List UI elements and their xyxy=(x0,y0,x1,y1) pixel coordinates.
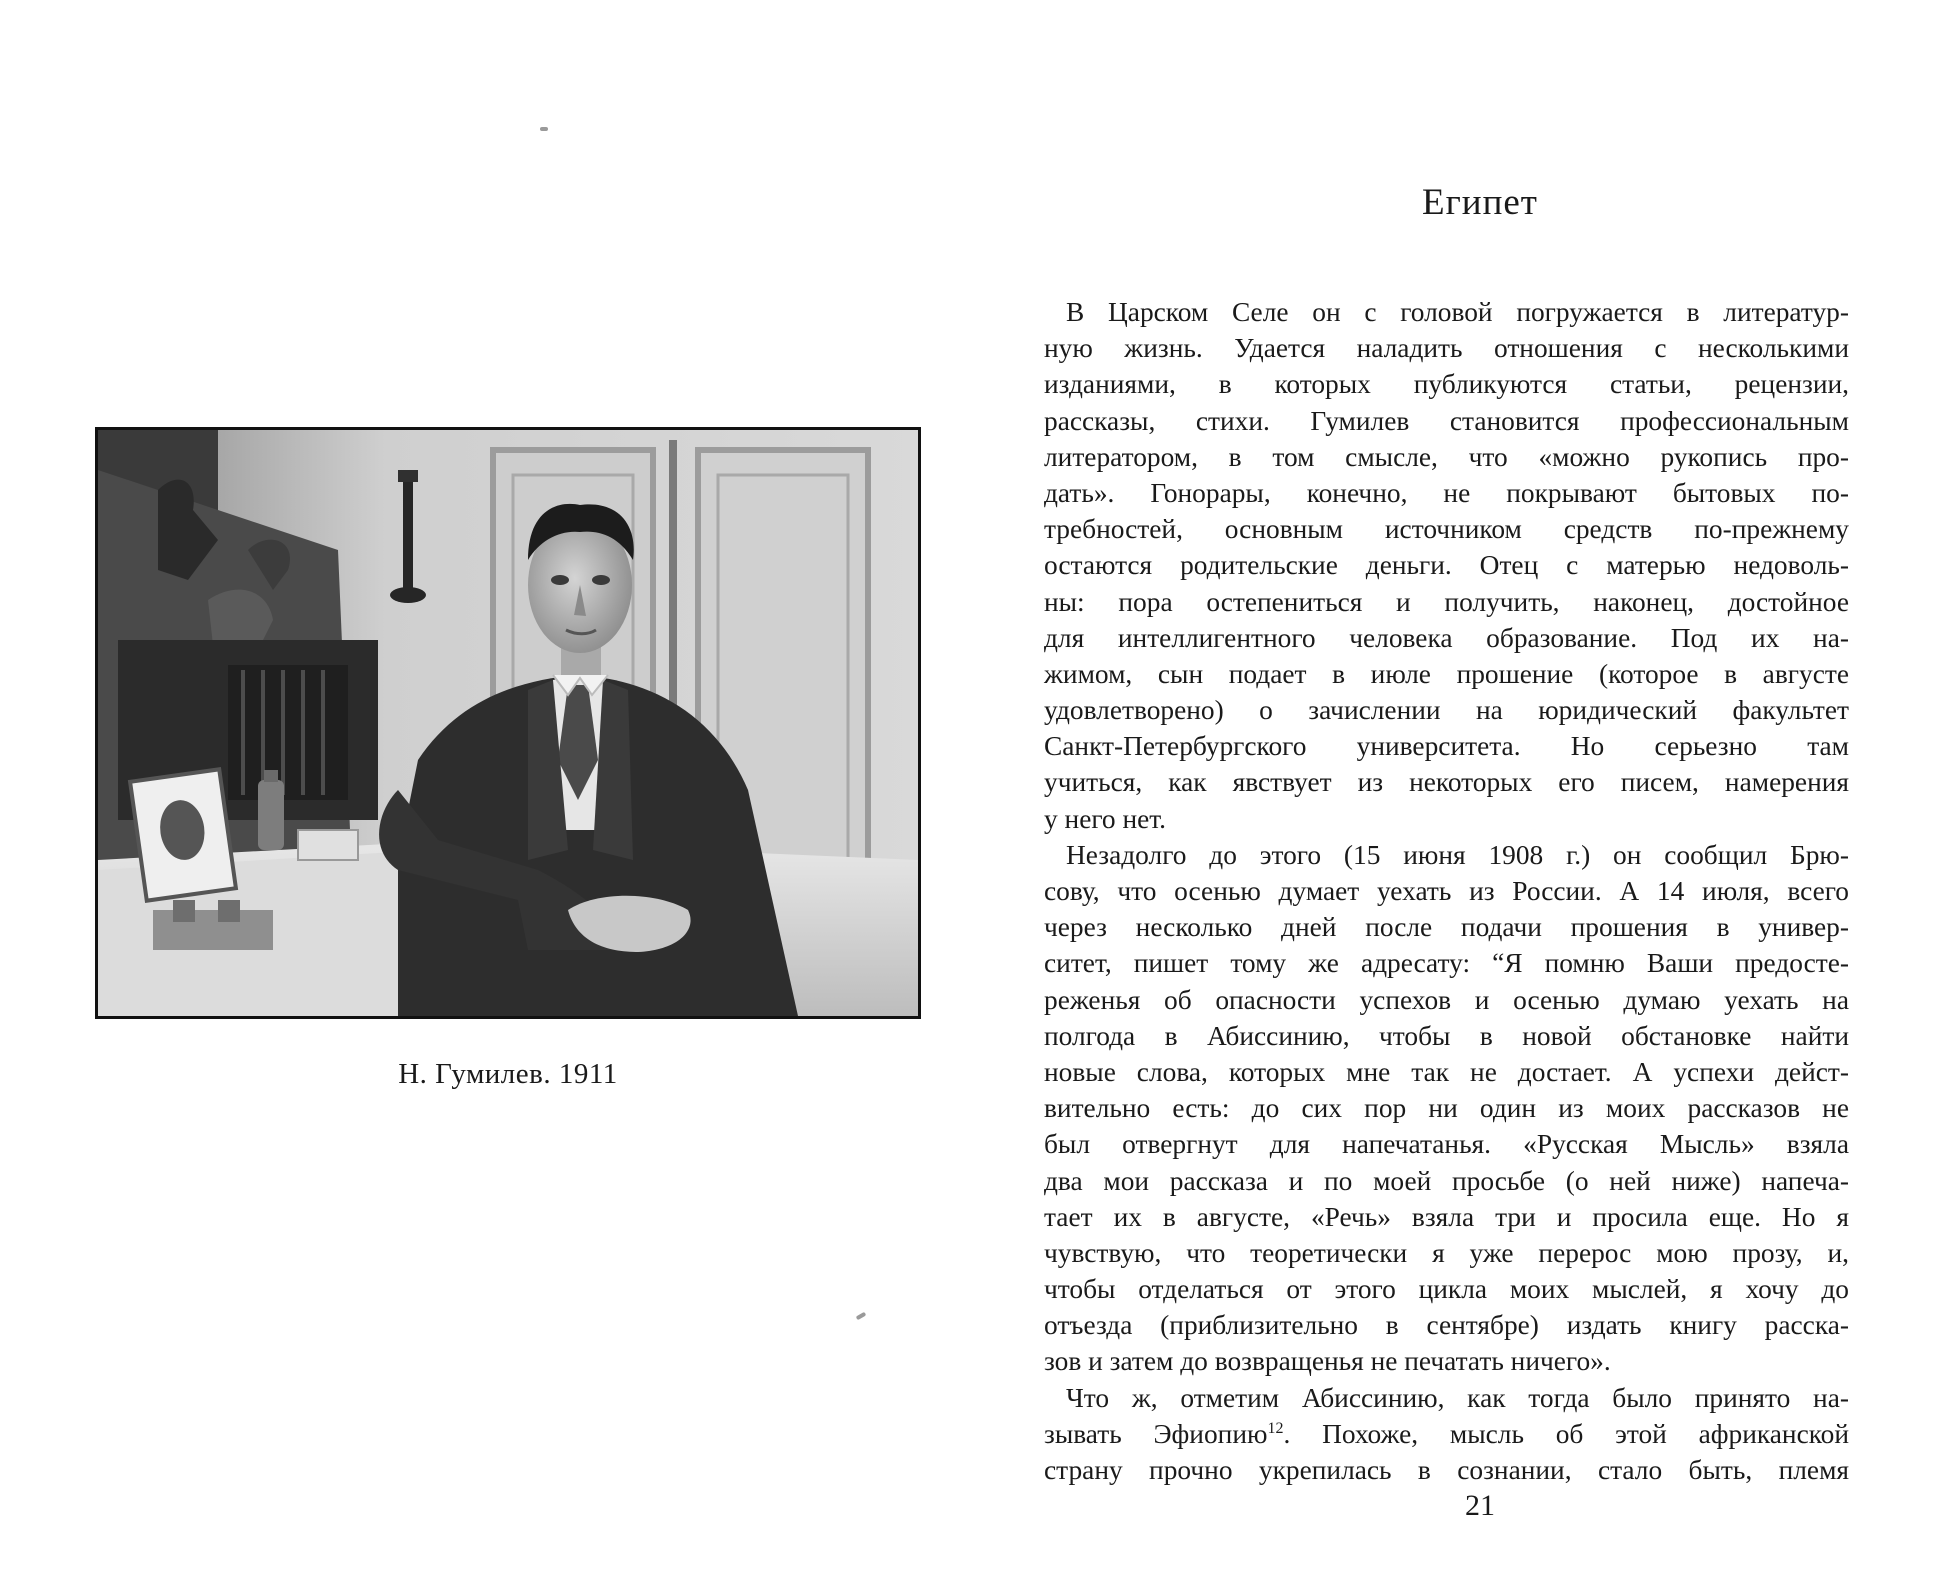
text-line: через несколько дней после подачи прошения в универ- xyxy=(1044,912,1849,943)
paragraph xyxy=(1044,294,1849,837)
text-line: дать». Гонорары, конечно, не покрывают бытовых по- xyxy=(1044,477,1849,508)
text-line: был отвергнут для напечатанья. «Русская Мысль» взяла xyxy=(1044,1129,1849,1160)
text-line: зов и затем до возвращенья не печатать ничего». xyxy=(1044,1346,1611,1377)
text-line: вительно есть: до сих пор ни один из моих рассказов не xyxy=(1044,1093,1849,1124)
text-line: удовлетворено) о зачислении на юридический факультет xyxy=(1044,695,1849,726)
right-page xyxy=(1000,0,1960,1570)
text-line: рассказы, стихи. Гумилев становится профессиональным xyxy=(1044,405,1849,436)
text-line: остаются родительские деньги. Отец с матерью недоволь- xyxy=(1044,550,1849,581)
photo-caption: Н. Гумилев. 1911 xyxy=(398,1058,618,1090)
text-line-with-footnote xyxy=(1044,1416,1849,1452)
text-line: учиться, как явствует из некоторых его писем, намерения xyxy=(1044,767,1849,798)
text-line: Незадолго до этого (15 июня 1908 г.) он сообщил Брю- xyxy=(1066,839,1849,870)
paragraph xyxy=(1044,837,1849,1380)
text-line: новые слова, которых мне так не достает. А успехи дейст- xyxy=(1044,1056,1849,1087)
text-line: В Царском Селе он с головой погружается в литератур- xyxy=(1066,297,1849,327)
text-line: для интеллигентного человека образование. Под их на- xyxy=(1044,622,1849,653)
text-line: Санкт-Петербургского университета. Но серьезно там xyxy=(1044,731,1849,762)
text-line: изданиями, в которых публикуются статьи, рецензии, xyxy=(1044,369,1849,400)
paragraph xyxy=(1044,1380,1849,1489)
footnote-line-rest: . Похоже, мысль об этой африканской xyxy=(1283,1418,1849,1449)
text-line: отъезда (приблизительно в сентябре) издать книгу расска- xyxy=(1044,1310,1849,1341)
print-speck xyxy=(856,1312,867,1320)
text-line: Что ж, отметим Абиссинию, как тогда было принято на- xyxy=(1066,1382,1849,1413)
portrait-image xyxy=(98,430,918,1016)
text-line: ситет, пишет тому же адресату: “Я помню Ваши предосте- xyxy=(1044,948,1849,979)
text-line: ны: пора остепениться и получить, наконец, достойное xyxy=(1044,586,1849,617)
text-line: два мои рассказа и по моей просьбе (о ней ниже) напеча- xyxy=(1044,1165,1849,1196)
footnote-line-start: зывать Эфиопию xyxy=(1044,1418,1268,1449)
body-text xyxy=(1044,294,1849,1488)
text-line: чтобы отделаться от этого цикла моих мыслей, я хочу до xyxy=(1044,1274,1849,1305)
text-line: реженья об опасности успехов и осенью думаю уехать на xyxy=(1044,984,1849,1015)
text-line: у него нет. xyxy=(1044,803,1167,834)
page-number: 21 xyxy=(1465,1489,1495,1522)
footnote-marker[interactable]: 12 xyxy=(1267,1419,1284,1437)
text-line: жимом, сын подает в июле прошение (которое в августе xyxy=(1044,658,1849,689)
portrait-photo xyxy=(95,427,921,1019)
text-line: сову, что осенью думает уехать из России. А 14 июля, всего xyxy=(1044,876,1849,906)
text-line: полгода в Абиссинию, чтобы в новой обстановке найти xyxy=(1044,1020,1849,1051)
text-line: страну прочно укрепилась в сознании, стало быть, племя xyxy=(1044,1455,1849,1485)
text-line: литератором, в том смысле, что «можно рукопись про- xyxy=(1044,441,1849,472)
chapter-title: Египет xyxy=(1422,182,1538,223)
print-speck xyxy=(540,127,548,131)
text-line: чувствую, что теоретически я уже перерос мою прозу, и, xyxy=(1044,1237,1849,1268)
text-line: тает их в августе, «Речь» взяла три и просила еще. Но я xyxy=(1044,1201,1849,1232)
text-line: требностей, основным источником средств по-прежнему xyxy=(1044,514,1849,545)
text-line: ную жизнь. Удается наладить отношения с несколькими xyxy=(1044,333,1849,364)
